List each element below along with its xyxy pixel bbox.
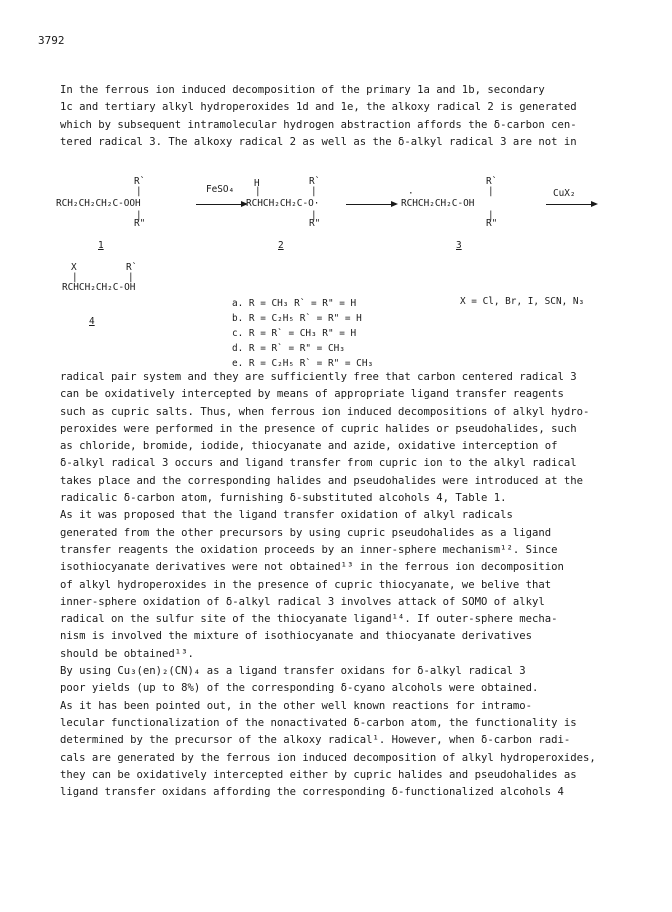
compound2-label: 2 <box>278 240 284 251</box>
compound2-formula: RCHCH₂CH₂C-O· <box>246 198 320 209</box>
text-line: δ-alkyl radical 3 occurs and ligand transfer from cupric ion to the alkyl radical <box>60 457 577 470</box>
text-line: poor yields (up to 8%) of the corresponding δ-cyano alcohols were obtained. <box>60 682 539 695</box>
text-line: radicalic δ-carbon atom, furnishing δ-substituted alcohols 4, Table 1. <box>60 492 507 505</box>
compound3-r-dprime: R" <box>486 218 498 229</box>
text-line: generated from the other precursors by using cupric pseudohalides as a ligand <box>60 526 552 539</box>
compound2-h: H <box>254 178 260 189</box>
text-line: tered radical 3. The alkoxy radical 2 as well as the δ-alkyl radical 3 are not in <box>60 135 577 148</box>
text-line: nism is involved the mixture of isothiocyanate and thiocyanate derivatives <box>60 630 532 643</box>
substituent-b: b. R = C₂H₅ R` = R" = H <box>232 313 362 324</box>
text-line: transfer reagents the oxidation proceeds by an inner-sphere mechanism¹². Since <box>60 543 558 556</box>
page-number: 3792 <box>38 34 65 47</box>
reaction-scheme <box>56 170 626 370</box>
compound1-r-prime: R` <box>134 176 146 187</box>
compound3-formula: RCHCH₂CH₂C-OH <box>401 198 475 209</box>
substituent-a: a. R = CH₃ R` = R" = H <box>232 298 357 309</box>
compound3-r-prime: R` <box>486 176 498 187</box>
reaction-arrow-2 <box>346 204 396 205</box>
text-line: By using Cu₃(en)₂(CN)₄ as a ligand transfer oxidans for δ-alkyl radical 3 <box>60 665 526 678</box>
bond: | <box>72 272 78 283</box>
text-line: radical pair system and they are sufficiently free that carbon centered radical 3 <box>60 371 577 383</box>
bond: | <box>136 210 142 221</box>
text-line: cals are generated by the ferrous ion induced decomposition of alkyl hydroperoxides, <box>60 751 596 764</box>
bond: | <box>136 186 142 197</box>
compound1-label: 1 <box>98 240 104 251</box>
substituent-e: e. R = C₂H₅ R` = R" = CH₃ <box>232 358 374 369</box>
compound4-r-prime: R` <box>126 262 138 273</box>
substituent-c: c. R = R` = CH₃ R" = H <box>232 328 357 339</box>
intro-paragraph <box>60 82 620 151</box>
text-line: As it was proposed that the ligand transfer oxidation of alkyl radicals <box>60 509 513 522</box>
substituent-list <box>232 296 373 371</box>
compound2-r-prime: R` <box>309 176 321 187</box>
text-line: which by subsequent intramolecular hydrogen abstraction affords the δ-carbon cen- <box>60 118 577 131</box>
compound1-formula: RCH₂CH₂CH₂C-OOH <box>56 198 141 209</box>
compound3-label: 3 <box>456 240 462 251</box>
bond: | <box>128 272 134 283</box>
text-line: as chloride, bromide, iodide, thiocyanate and azide, oxidative interception of <box>60 440 558 453</box>
text-line: takes place and the corresponding halides and pseudohalides were introduced at the <box>60 474 583 487</box>
reaction-arrow-3 <box>546 204 596 205</box>
text-line: can be oxidatively intercepted by means of appropriate ligand transfer reagents <box>60 388 564 401</box>
reaction-arrow-1 <box>196 204 246 205</box>
compound4-formula: RCHCH₂CH₂C-OH <box>62 282 136 293</box>
bond: | <box>488 210 494 221</box>
text-line: of alkyl hydroperoxides in the presence of cupric thiocyanate, we belive that <box>60 578 552 591</box>
bond: | <box>311 210 317 221</box>
text-line: lecular functionalization of the nonactivated δ-carbon atom, the functionality is <box>60 716 577 729</box>
text-line: ligand transfer oxidans affording the corresponding δ-functionalized alcohols 4 <box>60 786 564 799</box>
text-line: 1c and tertiary alkyl hydroperoxides 1d and 1e, the alkoxy radical 2 is generated <box>60 101 577 114</box>
reagent-cux2: CuX₂ <box>553 188 576 199</box>
substituent-d: d. R = R` = R" = CH₃ <box>232 343 345 354</box>
text-line: should be obtained¹³. <box>60 647 194 660</box>
compound4-x: X <box>71 262 77 273</box>
text-line: determined by the precursor of the alkoxy radical¹. However, when δ-carbon radi- <box>60 734 571 747</box>
bond: | <box>488 186 494 197</box>
bond: | <box>255 186 261 197</box>
text-line: such as cupric salts. Thus, when ferrous ion induced decompositions of alkyl hydro- <box>60 405 590 418</box>
reagent-feso4: FeSO₄ <box>206 184 235 195</box>
x-definition: X = Cl, Br, I, SCN, N₃ <box>460 296 585 307</box>
compound2-r-dprime: R" <box>309 218 321 229</box>
body-text <box>60 369 620 801</box>
text-line: isothiocyanate derivatives were not obtained¹³ in the ferrous ion decomposition <box>60 561 564 574</box>
text-line: they can be oxidatively intercepted either by cupric halides and pseudohalides as <box>60 768 577 781</box>
compound1-r-dprime: R" <box>134 218 146 229</box>
text-line: In the ferrous ion induced decomposition of the primary 1a and 1b, secondary <box>60 84 545 96</box>
text-line: inner-sphere oxidation of δ-alkyl radical 3 involves attack of SOMO of alkyl <box>60 595 545 608</box>
text-line: radical on the sulfur site of the thiocyanate ligand¹⁴. If outer-sphere mecha- <box>60 613 558 626</box>
bond: | <box>311 186 317 197</box>
compound4-label: 4 <box>89 316 95 327</box>
radical-dot: · <box>408 188 414 199</box>
text-line: peroxides were performed in the presence of cupric halides or pseudohalides, such <box>60 422 577 435</box>
text-line: As it has been pointed out, in the other well known reactions for intramo- <box>60 699 532 712</box>
